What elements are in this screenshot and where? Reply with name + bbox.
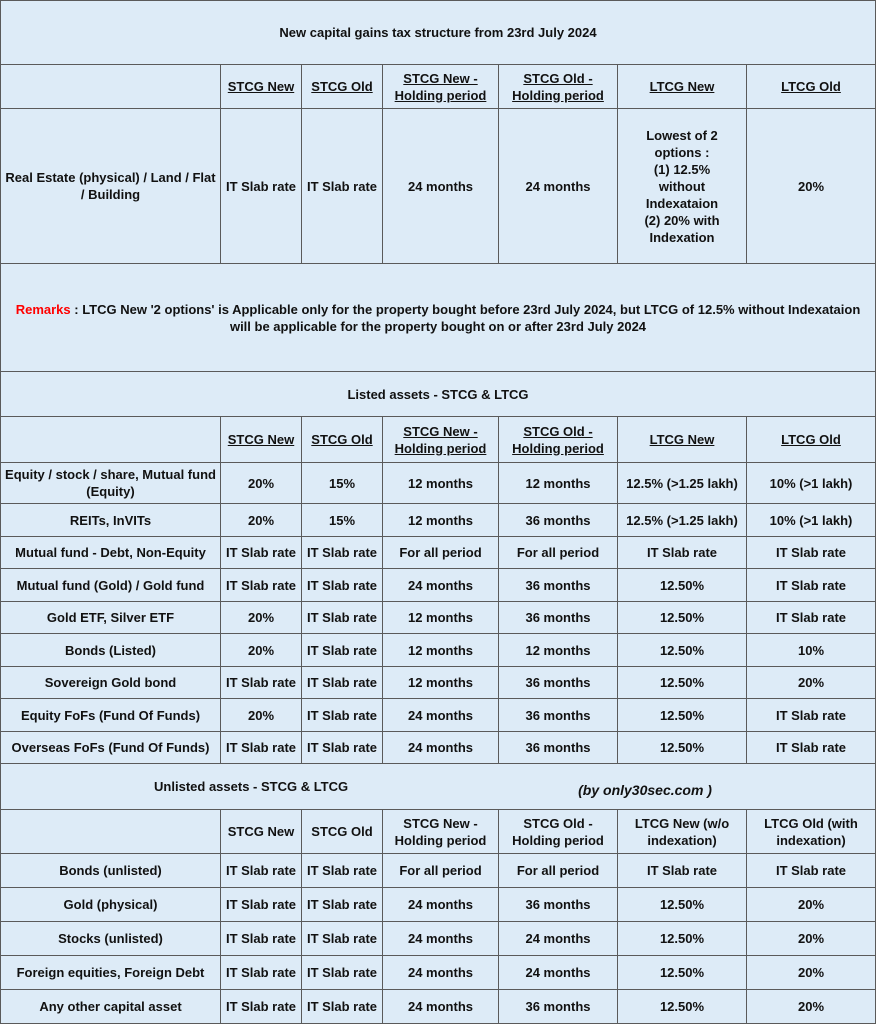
stcg-old: IT Slab rate — [302, 922, 383, 956]
asset-name: Overseas FoFs (Fund Of Funds) — [1, 732, 221, 764]
header-ltcg-new: LTCG New (w/o indexation) — [618, 810, 747, 854]
stcg-old: IT Slab rate — [302, 732, 383, 764]
ltcg-new: 12.50% — [618, 634, 747, 667]
header-blank — [1, 417, 221, 463]
stcg-new: IT Slab rate — [221, 922, 302, 956]
stcg-new-hp: 12 months — [383, 634, 499, 667]
ltcg-new: IT Slab rate — [618, 854, 747, 888]
stcg-old-hp: 24 months — [499, 956, 618, 990]
stcg-old-hp: For all period — [499, 537, 618, 569]
asset-name: Real Estate (physical) / Land / Flat / Building — [1, 109, 221, 264]
stcg-new-hp: 12 months — [383, 602, 499, 634]
stcg-old-hp: 36 months — [499, 888, 618, 922]
ltcg-new: 12.50% — [618, 569, 747, 602]
header-stcg-new-hp: STCG New - Holding period — [383, 417, 499, 463]
asset-name: Sovereign Gold bond — [1, 667, 221, 699]
ltcg-new: 12.50% — [618, 732, 747, 764]
stcg-new: 20% — [221, 504, 302, 537]
stcg-old: IT Slab rate — [302, 667, 383, 699]
column-header-row-listed — [1, 417, 876, 463]
stcg-old-hp: 12 months — [499, 463, 618, 504]
ltcg-new: IT Slab rate — [618, 537, 747, 569]
header-blank — [1, 65, 221, 109]
ltcg-new: 12.50% — [618, 888, 747, 922]
stcg-old-hp: 36 months — [499, 504, 618, 537]
asset-name: Gold (physical) — [1, 888, 221, 922]
header-ltcg-old: LTCG Old — [747, 65, 876, 109]
stcg-new: 20% — [221, 699, 302, 732]
stcg-new: IT Slab rate — [221, 888, 302, 922]
header-ltcg-new: LTCG New — [618, 417, 747, 463]
header-stcg-old-hp: STCG Old - Holding period — [499, 417, 618, 463]
stcg-old-hp: 36 months — [499, 699, 618, 732]
table-row — [1, 463, 876, 504]
remarks-text: : LTCG New '2 options' is Applicable only for the property bought before 23rd July 2024, but LTCG of 12.5% without Indexataion will be applicable for the property bought on or after 23rd July 2024 — [70, 301, 861, 334]
table-row — [1, 667, 876, 699]
header-ltcg-new: LTCG New — [618, 65, 747, 109]
stcg-new-hp: 24 months — [383, 956, 499, 990]
stcg-old: IT Slab rate — [302, 634, 383, 667]
ltcg-old: 20% — [747, 990, 876, 1024]
table-row — [1, 634, 876, 667]
asset-name: Mutual fund - Debt, Non-Equity — [1, 537, 221, 569]
table-row — [1, 537, 876, 569]
stcg-new: IT Slab rate — [221, 537, 302, 569]
section-title-listed: Listed assets - STCG & LTCG — [1, 372, 876, 417]
stcg-old-hp: 36 months — [499, 602, 618, 634]
table-row — [1, 504, 876, 537]
stcg-old: IT Slab rate — [302, 888, 383, 922]
ltcg-old: 10% (>1 lakh) — [747, 504, 876, 537]
stcg-new-hp: 24 months — [383, 922, 499, 956]
stcg-old: 15% — [302, 504, 383, 537]
stcg-old-hp: 24 months — [499, 109, 618, 264]
stcg-new: IT Slab rate — [221, 667, 302, 699]
asset-name: Stocks (unlisted) — [1, 922, 221, 956]
table-row-real-estate — [1, 109, 876, 264]
asset-name: REITs, InVITs — [1, 504, 221, 537]
stcg-new: IT Slab rate — [221, 854, 302, 888]
stcg-new-hp: 12 months — [383, 504, 499, 537]
stcg-new-hp: 24 months — [383, 732, 499, 764]
stcg-new-hp: 24 months — [383, 699, 499, 732]
stcg-new-hp: For all period — [383, 854, 499, 888]
stcg-new-hp: 12 months — [383, 463, 499, 504]
stcg-old: IT Slab rate — [302, 537, 383, 569]
ltcg-old: IT Slab rate — [747, 537, 876, 569]
ltcg-new: Lowest of 2 options : (1) 12.5% without Indexataion (2) 20% with Indexation — [618, 109, 747, 264]
stcg-old: IT Slab rate — [302, 854, 383, 888]
header-stcg-new: STCG New — [221, 810, 302, 854]
ltcg-old: IT Slab rate — [747, 854, 876, 888]
asset-name: Equity / stock / share, Mutual fund (Equity) — [1, 463, 221, 504]
stcg-new-hp: 24 months — [383, 888, 499, 922]
stcg-old: IT Slab rate — [302, 956, 383, 990]
header-ltcg-old: LTCG Old — [747, 417, 876, 463]
remarks-label: Remarks — [15, 301, 71, 317]
ltcg-new: 12.50% — [618, 922, 747, 956]
ltcg-old: 10% — [747, 634, 876, 667]
page-title: New capital gains tax structure from 23rd July 2024 — [1, 1, 876, 65]
header-ltcg-old: LTCG Old (with indexation) — [747, 810, 876, 854]
stcg-new-hp: 24 months — [383, 990, 499, 1024]
column-header-row — [1, 65, 876, 109]
asset-name: Equity FoFs (Fund Of Funds) — [1, 699, 221, 732]
stcg-old: IT Slab rate — [302, 602, 383, 634]
stcg-old-hp: 12 months — [499, 634, 618, 667]
stcg-old-hp: 36 months — [499, 667, 618, 699]
header-stcg-old: STCG Old — [302, 810, 383, 854]
ltcg-new: 12.5% (>1.25 lakh) — [618, 463, 747, 504]
asset-name: Bonds (unlisted) — [1, 854, 221, 888]
asset-name: Mutual fund (Gold) / Gold fund — [1, 569, 221, 602]
header-stcg-old-hp: STCG Old - Holding period — [499, 65, 618, 109]
stcg-new-hp: 24 months — [383, 569, 499, 602]
stcg-new-hp: 12 months — [383, 667, 499, 699]
ltcg-old: IT Slab rate — [747, 569, 876, 602]
ltcg-new: 12.50% — [618, 990, 747, 1024]
stcg-new: IT Slab rate — [221, 109, 302, 264]
stcg-old-hp: 24 months — [499, 922, 618, 956]
header-stcg-new-hp: STCG New - Holding period — [383, 65, 499, 109]
header-stcg-old: STCG Old — [302, 65, 383, 109]
stcg-old: IT Slab rate — [302, 699, 383, 732]
ltcg-new: 12.50% — [618, 699, 747, 732]
stcg-new-hp: For all period — [383, 537, 499, 569]
ltcg-new: 12.50% — [618, 956, 747, 990]
stcg-old: 15% — [302, 463, 383, 504]
stcg-new: IT Slab rate — [221, 990, 302, 1024]
stcg-new: 20% — [221, 634, 302, 667]
stcg-new: 20% — [221, 602, 302, 634]
header-stcg-new-hp: STCG New - Holding period — [383, 810, 499, 854]
ltcg-old: IT Slab rate — [747, 602, 876, 634]
byline: (by only30sec.com ) — [578, 782, 712, 798]
table-row — [1, 922, 876, 956]
table-row — [1, 732, 876, 764]
ltcg-old: 20% — [747, 109, 876, 264]
ltcg-old: 20% — [747, 667, 876, 699]
header-stcg-new: STCG New — [221, 417, 302, 463]
stcg-old-hp: 36 months — [499, 732, 618, 764]
asset-name: Foreign equities, Foreign Debt — [1, 956, 221, 990]
stcg-new: IT Slab rate — [221, 732, 302, 764]
table-row — [1, 990, 876, 1024]
stcg-old: IT Slab rate — [302, 569, 383, 602]
ltcg-old: 20% — [747, 956, 876, 990]
ltcg-old: 20% — [747, 888, 876, 922]
table-row — [1, 854, 876, 888]
ltcg-old: IT Slab rate — [747, 732, 876, 764]
stcg-new: 20% — [221, 463, 302, 504]
ltcg-old: IT Slab rate — [747, 699, 876, 732]
asset-name: Bonds (Listed) — [1, 634, 221, 667]
column-header-row-unlisted — [1, 810, 876, 854]
asset-name: Gold ETF, Silver ETF — [1, 602, 221, 634]
header-stcg-new: STCG New — [221, 65, 302, 109]
table-row — [1, 699, 876, 732]
header-blank — [1, 810, 221, 854]
stcg-old: IT Slab rate — [302, 109, 383, 264]
table-row — [1, 888, 876, 922]
table-row — [1, 602, 876, 634]
ltcg-old: 10% (>1 lakh) — [747, 463, 876, 504]
ltcg-new: 12.50% — [618, 667, 747, 699]
stcg-new: IT Slab rate — [221, 956, 302, 990]
stcg-old-hp: For all period — [499, 854, 618, 888]
asset-name: Any other capital asset — [1, 990, 221, 1024]
remarks — [1, 264, 876, 372]
section-title-unlisted — [1, 764, 876, 810]
table-row — [1, 956, 876, 990]
header-stcg-old: STCG Old — [302, 417, 383, 463]
header-stcg-old-hp: STCG Old - Holding period — [499, 810, 618, 854]
stcg-new-hp: 24 months — [383, 109, 499, 264]
ltcg-old: 20% — [747, 922, 876, 956]
stcg-old: IT Slab rate — [302, 990, 383, 1024]
stcg-old-hp: 36 months — [499, 990, 618, 1024]
stcg-old-hp: 36 months — [499, 569, 618, 602]
stcg-new: IT Slab rate — [221, 569, 302, 602]
table-row — [1, 569, 876, 602]
ltcg-new: 12.50% — [618, 602, 747, 634]
unlisted-title: Unlisted assets - STCG & LTCG — [154, 779, 349, 794]
ltcg-new: 12.5% (>1.25 lakh) — [618, 504, 747, 537]
